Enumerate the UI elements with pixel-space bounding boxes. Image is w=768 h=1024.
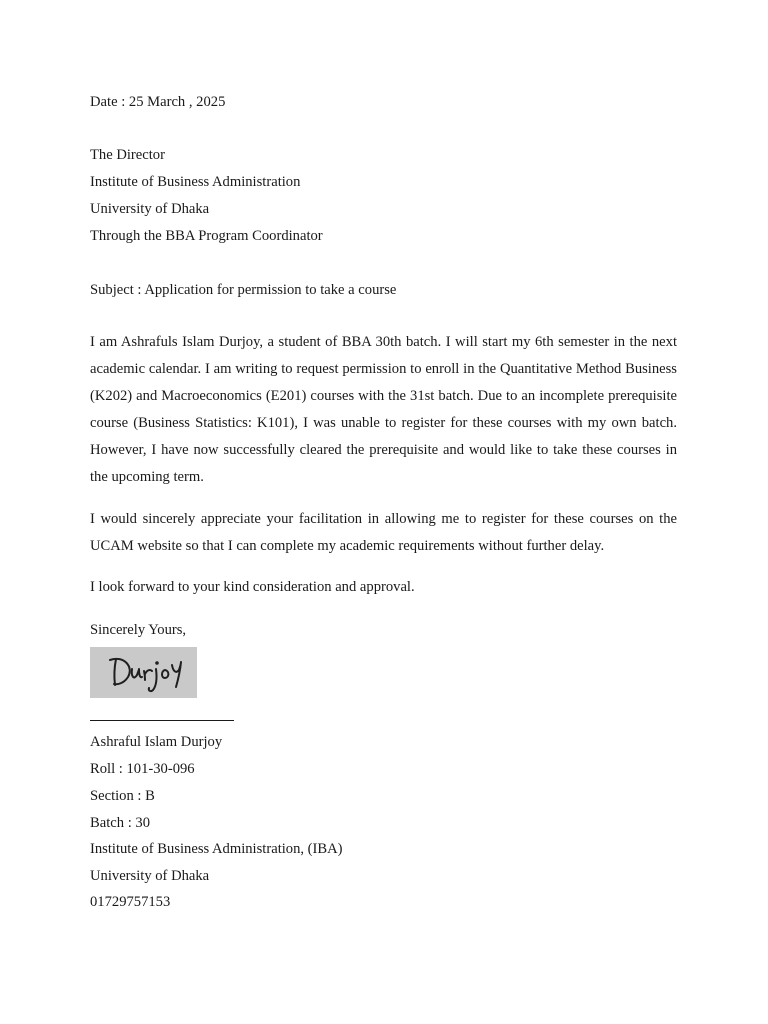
signature-line [90, 720, 234, 721]
signature-image [90, 647, 197, 698]
letter-closing: Sincerely Yours, [90, 622, 187, 638]
sender-university: University of Dhaka [90, 868, 210, 884]
recipient-institute: Institute of Business Administration [90, 174, 301, 190]
sender-name: Ashraful Islam Durjoy [90, 734, 223, 750]
body-paragraph-2: I would sincerely appreciate your facilitation in allowing me to register for these courses on the UCAM website so that I can complete my academic requirements without further delay. [90, 511, 677, 554]
letter-subject: Subject : Application for permission to take a course [90, 282, 397, 298]
recipient-through: Through the BBA Program Coordinator [90, 228, 323, 244]
sender-section: Section : B [90, 788, 155, 804]
body-paragraph-1: I am Ashrafuls Islam Durjoy, a student of BBA 30th batch. I will start my 6th semester in the next academic calendar. I am writing to request permission to enroll in the Quantitative Method Business (K202) and Macroeconomics (E201) courses with the 31st batch. Due to an incomplete prerequisite course (Business Statistics: K101), I was unable to register for these courses with my own batch. However, I have now successfully cleared the prerequisite and would like to take these courses in the upcoming term. [90, 334, 677, 485]
letter-date: Date : 25 March , 2025 [90, 94, 226, 110]
recipient-title: The Director [90, 147, 165, 163]
sender-phone: 01729757153 [90, 894, 171, 910]
body-paragraph-3: I look forward to your kind consideration and approval. [90, 579, 415, 595]
sender-batch: Batch : 30 [90, 815, 150, 831]
sender-roll: Roll : 101-30-096 [90, 761, 195, 777]
sender-institute: Institute of Business Administration, (IBA) [90, 841, 343, 857]
recipient-university: University of Dhaka [90, 201, 210, 217]
signature-scribble [90, 647, 197, 698]
